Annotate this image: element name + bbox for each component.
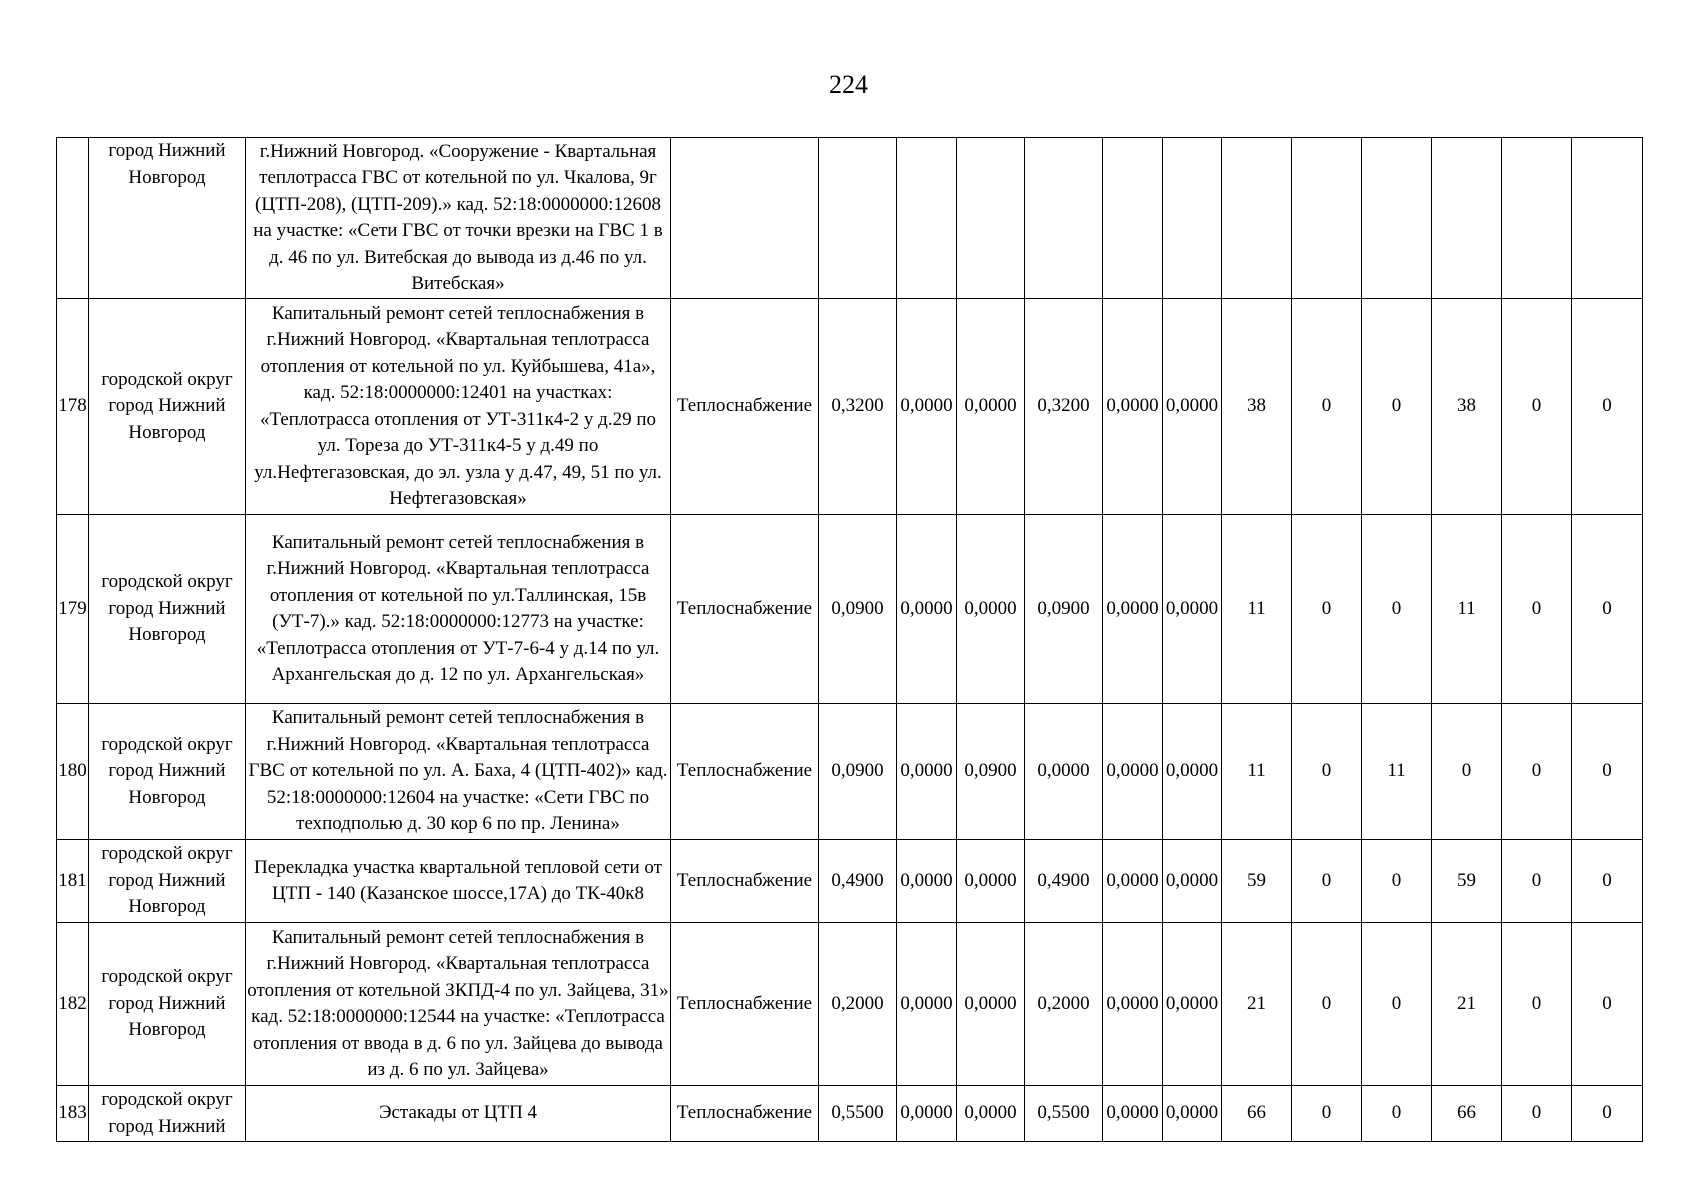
value-cell: 0,0000 <box>1103 923 1163 1086</box>
district-cell: городской округ город Нижний Новгород <box>89 299 246 515</box>
count-cell: 59 <box>1432 840 1502 923</box>
object-cell: Капитальный ремонт сетей теплоснабжения в г.Нижний Новгород. «Квартальная теплотрасса отопления от котельной по ул. Куйбышева, 41а», кад. 52:18:0000000:12401 на участках: «Теплотрасса отопления от УТ-311к4-2 у д.29 по ул. Тореза до УТ-311к4-5 у д.49 по ул.Нефтегазовская, до эл. узла у д.47, 49, 51 по ул. Нефтегазовская» <box>246 299 671 515</box>
value-cell: 0,0000 <box>957 515 1025 704</box>
value-cell: 0,0900 <box>819 515 897 704</box>
value-cell: 0,3200 <box>1025 299 1103 515</box>
count-cell: 0 <box>1362 515 1432 704</box>
value-cell: 0,4900 <box>819 840 897 923</box>
value-cell: 0,0000 <box>957 840 1025 923</box>
district-cell: город Нижний Новгород <box>89 138 246 299</box>
count-cell: 0 <box>1292 704 1362 840</box>
object-cell: Перекладка участка квартальной тепловой сети от ЦТП - 140 (Казанское шоссе,17А) до ТК-40к8 <box>246 840 671 923</box>
district-cell: городской округ город Нижний Новгород <box>89 515 246 704</box>
value-cell <box>1103 138 1163 299</box>
row-number: 183 <box>57 1086 89 1142</box>
value-cell <box>819 138 897 299</box>
count-cell: 0 <box>1572 515 1643 704</box>
value-cell: 0,0000 <box>957 299 1025 515</box>
value-cell: 0,0900 <box>819 704 897 840</box>
object-cell: Капитальный ремонт сетей теплоснабжения в г.Нижний Новгород. «Квартальная теплотрасса отопления от котельной ЗКПД-4 по ул. Зайцева, 31» кад. 52:18:0000000:12544 на участке: «Теплотрасса отопления от ввода в д. 6 по ул. Зайцева до вывода из д. 6 по ул. Зайцева» <box>246 923 671 1086</box>
value-cell: 0,0000 <box>1103 840 1163 923</box>
count-cell: 0 <box>1362 1086 1432 1142</box>
count-cell: 66 <box>1432 1086 1502 1142</box>
value-cell <box>1163 138 1222 299</box>
count-cell: 0 <box>1292 515 1362 704</box>
row-number: 179 <box>57 515 89 704</box>
value-cell: 0,0000 <box>1103 299 1163 515</box>
count-cell: 11 <box>1222 515 1292 704</box>
object-cell: г.Нижний Новгород. «Сооружение - Квартальная теплотрасса ГВС от котельной по ул. Чкалова, 9г (ЦТП-208), (ЦТП-209).» кад. 52:18:0000000:12608 на участке: «Сети ГВС от точки врезки на ГВС 1 в д. 46 по ул. Витебская до вывода из д.46 по ул. Витебская» <box>246 138 671 299</box>
count-cell: 38 <box>1222 299 1292 515</box>
value-cell: 0,0000 <box>897 299 957 515</box>
value-cell: 0,0000 <box>957 1086 1025 1142</box>
table-body <box>57 138 1643 1142</box>
count-cell: 21 <box>1432 923 1502 1086</box>
table-row <box>57 138 1643 299</box>
table-row <box>57 923 1643 1086</box>
value-cell <box>897 138 957 299</box>
row-number <box>57 138 89 299</box>
count-cell: 0 <box>1572 1086 1643 1142</box>
value-cell: 0,0000 <box>897 515 957 704</box>
value-cell: 0,0000 <box>1163 515 1222 704</box>
value-cell: 0,0900 <box>1025 515 1103 704</box>
utility-type-cell: Теплоснабжение <box>671 840 819 923</box>
count-cell <box>1222 138 1292 299</box>
value-cell: 0,0000 <box>897 840 957 923</box>
utility-type-cell: Теплоснабжение <box>671 704 819 840</box>
page-number: 224 <box>829 70 868 99</box>
count-cell: 11 <box>1432 515 1502 704</box>
district-cell: городской округ город Нижний Новгород <box>89 704 246 840</box>
count-cell: 0 <box>1432 704 1502 840</box>
object-cell: Капитальный ремонт сетей теплоснабжения в г.Нижний Новгород. «Квартальная теплотрасса отопления от котельной по ул.Таллинская, 15в (УТ-7).» кад. 52:18:0000000:12773 на участке: «Теплотрасса отопления от УТ-7-6-4 у д.14 по ул. Архангельская до д. 12 по ул. Архангельская» <box>246 515 671 704</box>
count-cell: 0 <box>1502 1086 1572 1142</box>
count-cell: 0 <box>1572 923 1643 1086</box>
count-cell: 0 <box>1502 515 1572 704</box>
utility-type-cell: Теплоснабжение <box>671 1086 819 1142</box>
value-cell: 0,2000 <box>1025 923 1103 1086</box>
row-number: 182 <box>57 923 89 1086</box>
count-cell: 11 <box>1362 704 1432 840</box>
count-cell: 0 <box>1502 923 1572 1086</box>
district-cell: городской округ город Нижний Новгород <box>89 923 246 1086</box>
value-cell: 0,0000 <box>1103 704 1163 840</box>
count-cell <box>1432 138 1502 299</box>
table-row <box>57 704 1643 840</box>
value-cell: 0,0000 <box>1163 704 1222 840</box>
district-cell: городской округ город Нижний <box>89 1086 246 1142</box>
value-cell: 0,0000 <box>897 704 957 840</box>
count-cell: 11 <box>1222 704 1292 840</box>
object-cell: Капитальный ремонт сетей теплоснабжения в г.Нижний Новгород. «Квартальная теплотрасса ГВС от котельной по ул. А. Баха, 4 (ЦТП-402)» кад. 52:18:0000000:12604 на участке: «Сети ГВС по техподполью д. 30 кор 6 по пр. Ленина» <box>246 704 671 840</box>
count-cell: 0 <box>1292 923 1362 1086</box>
count-cell: 0 <box>1292 1086 1362 1142</box>
district-cell: городской округ город Нижний Новгород <box>89 840 246 923</box>
count-cell: 0 <box>1362 840 1432 923</box>
table-row <box>57 840 1643 923</box>
count-cell: 0 <box>1502 299 1572 515</box>
value-cell: 0,0000 <box>1163 1086 1222 1142</box>
value-cell: 0,0000 <box>1163 840 1222 923</box>
table-row <box>57 515 1643 704</box>
value-cell: 0,0000 <box>1103 1086 1163 1142</box>
count-cell: 38 <box>1432 299 1502 515</box>
count-cell <box>1572 138 1643 299</box>
count-cell: 0 <box>1292 840 1362 923</box>
count-cell: 59 <box>1222 840 1292 923</box>
count-cell: 0 <box>1572 704 1643 840</box>
count-cell: 21 <box>1222 923 1292 1086</box>
value-cell <box>957 138 1025 299</box>
value-cell: 0,0900 <box>957 704 1025 840</box>
register-table <box>56 137 1643 1142</box>
value-cell: 0,0000 <box>1163 923 1222 1086</box>
utility-type-cell: Теплоснабжение <box>671 515 819 704</box>
utility-type-cell: Теплоснабжение <box>671 299 819 515</box>
value-cell: 0,0000 <box>1163 299 1222 515</box>
count-cell: 0 <box>1362 299 1432 515</box>
count-cell: 0 <box>1292 299 1362 515</box>
value-cell: 0,0000 <box>957 923 1025 1086</box>
row-number: 178 <box>57 299 89 515</box>
count-cell: 0 <box>1502 840 1572 923</box>
row-number: 181 <box>57 840 89 923</box>
value-cell: 0,0000 <box>897 1086 957 1142</box>
count-cell: 0 <box>1572 840 1643 923</box>
value-cell: 0,0000 <box>1103 515 1163 704</box>
utility-type-cell: Теплоснабжение <box>671 923 819 1086</box>
count-cell <box>1502 138 1572 299</box>
count-cell: 0 <box>1362 923 1432 1086</box>
count-cell <box>1292 138 1362 299</box>
count-cell: 0 <box>1502 704 1572 840</box>
object-cell: Эстакады от ЦТП 4 <box>246 1086 671 1142</box>
value-cell: 0,0000 <box>897 923 957 1086</box>
value-cell: 0,4900 <box>1025 840 1103 923</box>
value-cell: 0,5500 <box>819 1086 897 1142</box>
value-cell: 0,0000 <box>1025 704 1103 840</box>
value-cell <box>1025 138 1103 299</box>
value-cell: 0,3200 <box>819 299 897 515</box>
table-row <box>57 299 1643 515</box>
count-cell: 66 <box>1222 1086 1292 1142</box>
table-row <box>57 1086 1643 1142</box>
row-number: 180 <box>57 704 89 840</box>
value-cell: 0,5500 <box>1025 1086 1103 1142</box>
value-cell: 0,2000 <box>819 923 897 1086</box>
count-cell <box>1362 138 1432 299</box>
utility-type-cell <box>671 138 819 299</box>
count-cell: 0 <box>1572 299 1643 515</box>
